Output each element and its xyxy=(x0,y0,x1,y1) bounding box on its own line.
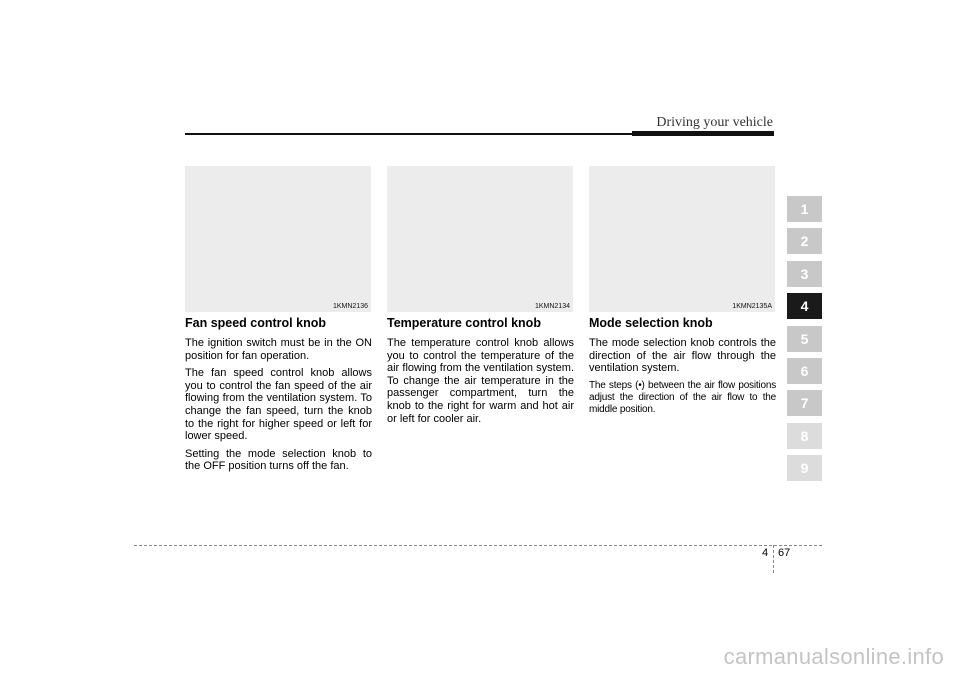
section-heading: Fan speed control knob xyxy=(185,316,326,330)
page-number: 67 xyxy=(778,547,791,559)
figure-code: 1KMN2136 xyxy=(332,303,368,310)
figure-code: 1KMN2135A xyxy=(732,303,772,310)
chapter-tab-7[interactable]: 7 xyxy=(787,390,822,416)
section-mode-selection xyxy=(589,316,776,421)
chapter-tab-2[interactable]: 2 xyxy=(787,228,822,254)
section-temperature xyxy=(387,316,574,430)
chapter-tab-4[interactable]: 4 xyxy=(787,293,822,319)
paragraph: The ignition switch must be in the ON position for fan operation. xyxy=(185,337,372,362)
section-heading: Temperature control knob xyxy=(387,316,541,330)
page-chapter-number: 4 xyxy=(762,547,769,559)
footer-rule xyxy=(134,545,822,546)
chapter-tab-9[interactable]: 9 xyxy=(787,455,822,481)
chapter-tab-1[interactable]: 1 xyxy=(787,196,822,222)
figure-temperature-knob xyxy=(387,166,573,312)
watermark: carmanualsonline.info xyxy=(723,644,944,669)
figure-code: 1KMN2134 xyxy=(534,303,570,310)
section-fan-speed xyxy=(185,316,372,478)
paragraph: The fan speed control knob allows you to control the fan speed of the air flowing from the ventilation system. To change the fan speed, turn the knob to the right for higher speed or left for lower speed. xyxy=(185,367,372,443)
chapter-tab-5[interactable]: 5 xyxy=(787,326,822,352)
figure-fan-speed-knob xyxy=(185,166,371,312)
paragraph: The temperature control knob allows you to control the temperature of the air flowing from the ventilation system. To change the air temperature in the passenger compartment, turn the knob to the right for warm and hot air or left for cooler air. xyxy=(387,337,574,425)
chapter-tab-3[interactable]: 3 xyxy=(787,261,822,287)
section-heading: Mode selection knob xyxy=(589,316,713,330)
header-rule-accent xyxy=(632,131,774,136)
paragraph: Setting the mode selection knob to the OFF position turns off the fan. xyxy=(185,447,372,473)
chapter-tab-6[interactable]: 6 xyxy=(787,358,822,384)
paragraph: The mode selection knob controls the direction of the air flow through the ventilation system. xyxy=(589,337,776,375)
paragraph: The steps (•) between the air flow positions adjust the direction of the air flow to the middle position. xyxy=(589,379,776,416)
footer-divider xyxy=(773,545,774,573)
chapter-tabs xyxy=(787,196,822,488)
figure-mode-selection-knob xyxy=(589,166,775,312)
chapter-tab-8[interactable]: 8 xyxy=(787,423,822,449)
page-header-title: Driving your vehicle xyxy=(656,115,773,130)
